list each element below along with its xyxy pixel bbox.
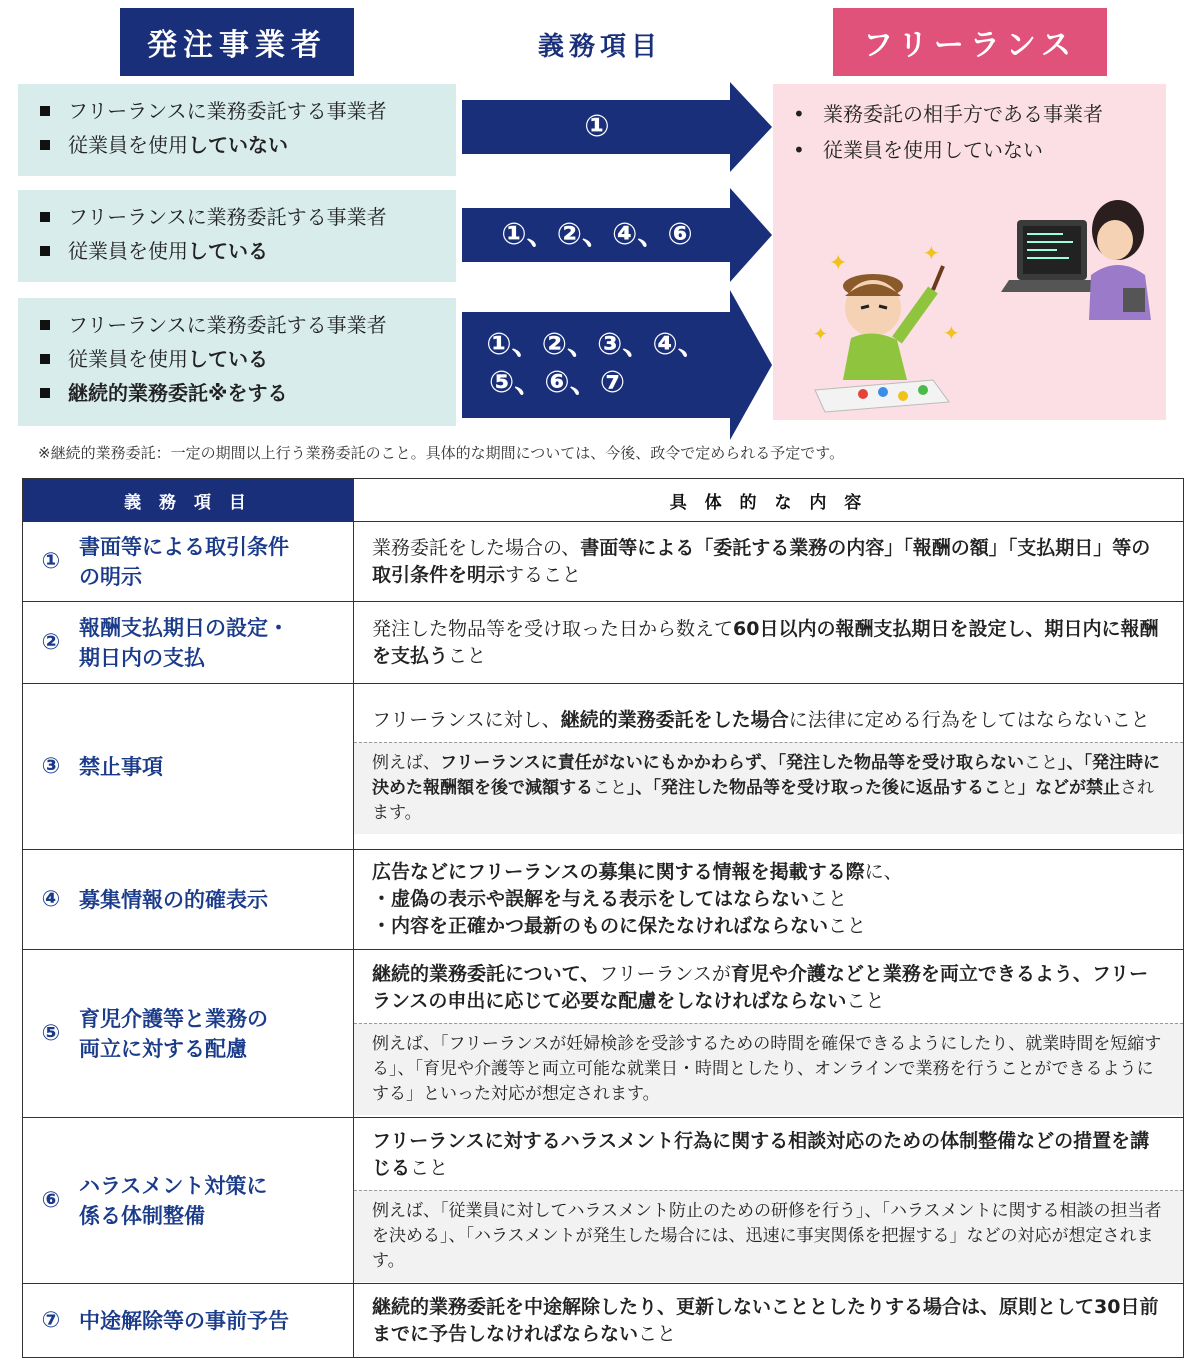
case-line (18, 308, 456, 342)
freelance-line (773, 132, 1166, 168)
content-normal: こと (828, 915, 867, 937)
arrow-label: ⑤、⑥、⑦ (488, 365, 626, 400)
obligation-content-cell (354, 602, 1184, 684)
svg-text:✦: ✦ (943, 321, 960, 345)
obligation-item (23, 532, 353, 592)
content-normal: フリーランスに対し、 (372, 709, 561, 731)
obligation-title (79, 613, 289, 673)
obligation-content-cell (354, 1118, 1184, 1284)
square-bullet-icon (40, 140, 50, 150)
obligation-title (79, 532, 289, 592)
arrow-case-3 (462, 290, 774, 440)
obligation-title-line: 両立に対する配慮 (79, 1036, 247, 1061)
obligation-title-line: 期日内の支払 (79, 645, 205, 670)
obligation-item-cell (23, 950, 354, 1118)
svg-text:✦: ✦ (923, 241, 940, 265)
obligation-title-line: 報酬支払期日の設定・ (79, 615, 289, 640)
obligation-item (23, 885, 353, 915)
case-line-bold: していない (188, 133, 288, 157)
obligation-title (79, 1306, 289, 1336)
svg-text:✦: ✦ (813, 324, 829, 345)
obligation-content-cell (354, 850, 1184, 950)
content-normal: こと (410, 1156, 449, 1179)
obligation-title-line: 書面等による取引条件 (79, 534, 289, 559)
case-line (18, 342, 456, 376)
obligation-item (23, 1004, 353, 1064)
programmer-illustration-icon (1001, 200, 1151, 320)
content-normal: こと (593, 778, 627, 798)
content-bold: 」などが禁止 (1018, 778, 1120, 798)
obligations-table (22, 478, 1184, 1358)
obligation-title-line: 募集情報の的確表示 (79, 887, 268, 912)
example-text (354, 1190, 1183, 1282)
table-row (23, 950, 1184, 1118)
arrow-case-2 (462, 188, 774, 282)
content-normal: こと (1023, 753, 1058, 773)
case-line-text: フリーランスに業務委託する事業者 (68, 205, 387, 229)
obligation-item-cell (23, 522, 354, 602)
case-line-text: 従業員を使用 (68, 239, 188, 263)
bullet-icon: • (793, 102, 805, 126)
table-head-left: 義 務 項 目 (23, 479, 354, 522)
content-bold: 継続的業務委託をした場合 (560, 709, 789, 731)
content-bold: 育児や介護などと業務を両立できるよう、フリーランスの申出に応じて必要な配慮をしなければならない (372, 962, 1149, 1012)
content-bold: ・内容を正確かつ最新のものに保たなければならない (372, 915, 829, 937)
obligation-title (79, 1004, 268, 1064)
square-bullet-icon (40, 354, 50, 364)
obligation-title-line: の明示 (79, 564, 142, 589)
square-bullet-icon (40, 106, 50, 116)
table-row (23, 1284, 1184, 1358)
obligation-item (23, 752, 353, 782)
content-normal: こと (809, 888, 848, 910)
content-normal: 業務委託をした場合の、 (372, 536, 581, 559)
content-bold: 継続的業務委託について、 (372, 962, 600, 985)
bullet-icon: • (793, 138, 805, 162)
case-line-bold: している (188, 239, 268, 263)
example-text (354, 1023, 1183, 1115)
obligation-number: ① (41, 548, 61, 574)
case-line (18, 376, 456, 410)
content-normal: 発注した物品等を受け取った日から数えて (372, 617, 734, 640)
content-bold: 広告などにフリーランスの募集に関する情報を掲載する際 (372, 861, 865, 883)
obligation-content-cell (354, 522, 1184, 602)
content-normal: こと (448, 644, 487, 667)
case-line (18, 234, 456, 268)
obligation-item-cell (23, 684, 354, 850)
obligation-title-line: 禁止事項 (79, 754, 163, 779)
case-2-box (18, 190, 456, 282)
case-line (18, 94, 456, 128)
content-text (354, 1120, 1183, 1190)
obligation-title (79, 1171, 267, 1231)
obligation-title-line: 係る体制整備 (79, 1203, 205, 1228)
example-text (354, 742, 1183, 834)
content-bold: 60日以内の報酬支払期日を設定し、期日内に報酬を支払う (372, 617, 1159, 667)
painter-illustration-icon (813, 241, 960, 412)
obligation-title-line: 中途解除等の事前予告 (79, 1308, 289, 1333)
table-row (23, 522, 1184, 602)
case-1-box (18, 84, 456, 176)
obligations-header: 義務項目 (537, 31, 662, 62)
content-text (354, 527, 1183, 597)
content-normal: こと (638, 1322, 677, 1345)
obligation-item (23, 613, 353, 673)
content-normal: に、 (864, 861, 903, 883)
freelance-box (773, 84, 1166, 420)
obligation-title (79, 885, 268, 915)
arrow-label: ①、②、③、④、 (486, 327, 708, 362)
freelance-line (773, 96, 1166, 132)
table-row (23, 1118, 1184, 1284)
table-row (23, 684, 1184, 850)
arrow-label: ① (584, 109, 610, 144)
table-row (23, 602, 1184, 684)
content-text (354, 953, 1183, 1023)
content-text (354, 1286, 1183, 1356)
content-bold: ・虚偽の表示や誤解を与える表示をしてはならない (372, 888, 810, 910)
case-line (18, 128, 456, 162)
case-line-bold: 継続的業務委託※をする (68, 381, 288, 405)
freelance-line-text: 業務委託の相手方である事業者 (823, 102, 1103, 126)
obligation-item-cell (23, 602, 354, 684)
content-bold: フリーランスに責任がないにもかかわらず、「発注した物品等を受け取らない (440, 753, 1024, 773)
obligation-item-cell (23, 1118, 354, 1284)
content-normal: こと (846, 989, 885, 1012)
content-text (354, 851, 1183, 948)
content-normal: に法律に定める行為をしてはならないこと (788, 709, 1150, 731)
svg-text:✦: ✦ (829, 251, 848, 276)
square-bullet-icon (40, 388, 50, 398)
content-normal: 例えば、「従業員に対してハラスメント防止のための研修を行う」、「ハラスメントに関する相談の担当者を決める」、「ハラスメントが発生した場合には、迅速に事実関係を把握する」などの対応が想定されます。 (372, 1200, 1162, 1271)
case-line-text: フリーランスに業務委託する事業者 (68, 99, 387, 123)
table-row (23, 850, 1184, 950)
obligation-number: ④ (41, 886, 61, 912)
case-line-bold: している (188, 347, 268, 371)
obligation-title-line: ハラスメント対策に (79, 1173, 268, 1198)
obligation-content-cell (354, 1284, 1184, 1358)
content-normal: されます。 (372, 778, 1154, 823)
content-bold: 書面等による「委託する業務の内容」「報酬の額」「支払期日」等の取引条件を明示 (372, 536, 1151, 586)
content-normal: 例えば、「フリーランスが妊婦検診を受診するための時間を確保できるようにしたり、就業時間を短縮する」、「育児や介護等と両立可能な就業日・時間としたり、オンラインで業務を行うことができるようにする」といった対応が想定されます。 (372, 1033, 1162, 1104)
content-normal: フリーランスが (599, 962, 731, 985)
content-bold: 」、「発注した物品等を受け取った後に返品するこ (627, 778, 1001, 798)
case-line (18, 200, 456, 234)
freelancer-illustration (773, 180, 1166, 420)
content-normal: すること (505, 563, 582, 586)
content-text (354, 608, 1183, 678)
obligation-content-cell (354, 684, 1184, 850)
obligation-content-cell (354, 950, 1184, 1118)
obligation-number: ③ (41, 753, 61, 779)
obligation-number: ⑦ (41, 1307, 61, 1333)
arrow-case-1 (462, 82, 774, 172)
square-bullet-icon (40, 320, 50, 330)
case-line-text: 従業員を使用 (68, 347, 188, 371)
obligation-title-line: 育児介護等と業務の (79, 1006, 268, 1031)
freelance-line-text: 従業員を使用していない (823, 138, 1043, 162)
content-bold: 継続的業務委託を中途解除したり、更新しないこととしたりする場合は、原則として30日前までに予告しなければならない (372, 1295, 1159, 1345)
obligation-item-cell (23, 850, 354, 950)
case-3-box (18, 298, 456, 426)
content-bold: フリーランスに対するハラスメント行為に関する相談対応のための体制整備などの措置を講じる (372, 1129, 1150, 1179)
square-bullet-icon (40, 212, 50, 222)
square-bullet-icon (40, 246, 50, 256)
obligation-item-cell (23, 1284, 354, 1358)
content-bold: 」、「発注時に決めた報酬額を後で減額する (372, 753, 1160, 798)
case-line-text: フリーランスに業務委託する事業者 (68, 313, 387, 337)
obligation-item (23, 1306, 353, 1336)
content-normal: と (1001, 778, 1018, 798)
table-head-right: 具 体 的 な 内 容 (354, 479, 1184, 522)
obligation-title (79, 752, 163, 782)
obligation-number: ② (41, 629, 61, 655)
freelance-header: フリーランス (833, 8, 1107, 76)
obligation-item (23, 1171, 353, 1231)
obligation-number: ⑤ (41, 1020, 61, 1046)
footnote: ※継続的業務委託：一定の期間以上行う業務委託のこと。具体的な期間については、今後、政令で定められる予定です。 (38, 444, 845, 462)
case-line-text: 従業員を使用 (68, 133, 188, 157)
content-normal: 例えば、 (372, 753, 440, 773)
obligation-number: ⑥ (41, 1187, 61, 1213)
content-text (354, 699, 1183, 742)
arrow-label: ①、②、④、⑥ (501, 217, 693, 252)
orderer-header: 発注事業者 (120, 8, 354, 76)
